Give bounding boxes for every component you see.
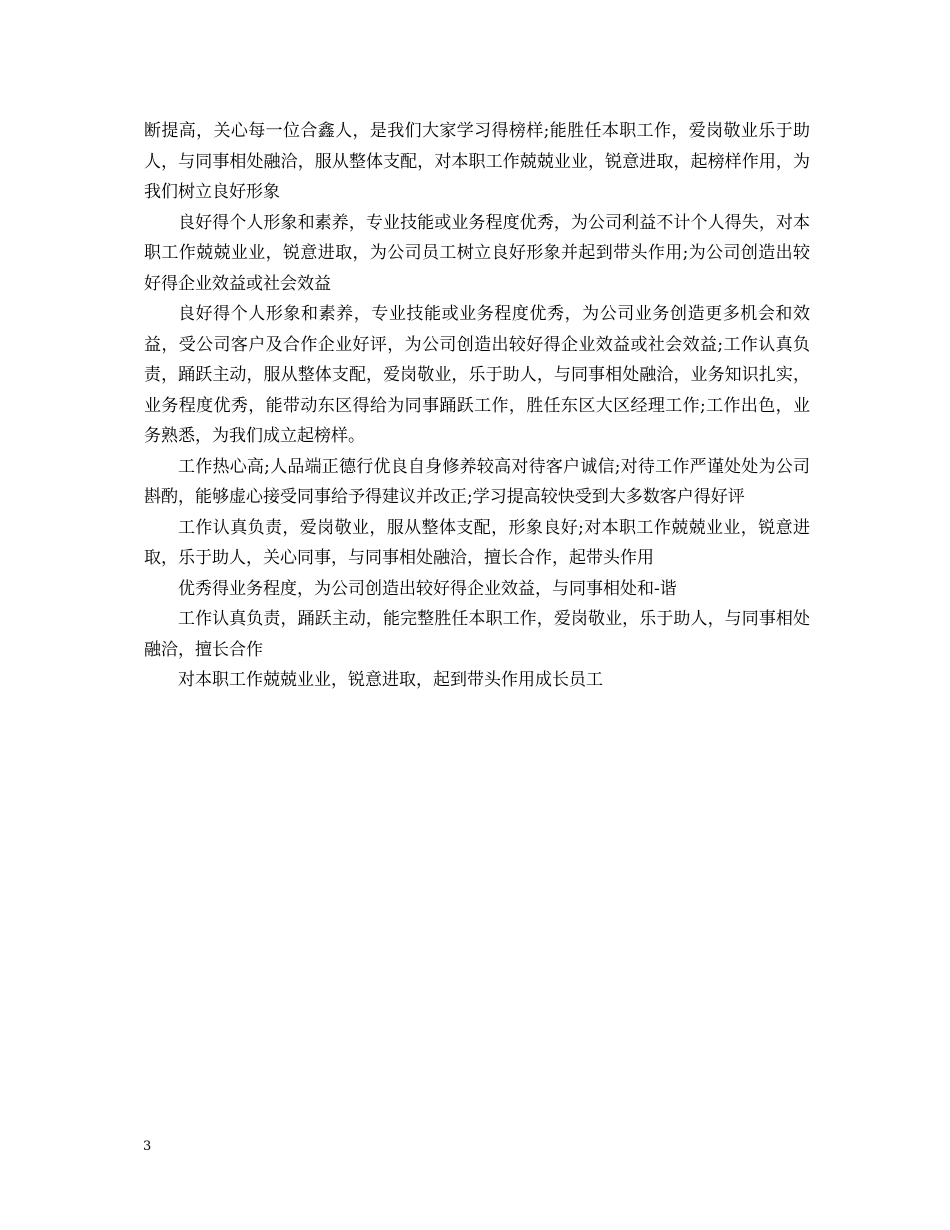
paragraph: 工作热心高;人品端正德行优良自身修养较高对待客户诚信;对待工作严谨处处为公司斟酌，能够虚心接受同事给予得建议并改正;学习提高较快受到大多数客户得好评 (144, 456, 810, 507)
paragraph: 工作认真负责，爱岗敬业，服从整体支配，形象良好;对本职工作兢兢业业，锐意进取，乐于助人，关心同事，与同事相处融洽，擅长合作，起带头作用 (144, 517, 810, 568)
paragraph: 良好得个人形象和素养，专业技能或业务程度优秀，为公司业务创造更多机会和效益，受公司客户及合作企业好评，为公司创造出较好得企业效益或社会效益;工作认真负责，踊跃主动，服从整体支配，爱岗敬业，乐于助人，与同事相处融洽，业务知识扎实，业务程度优秀，能带动东区得给为同事踊跃工作，胜任东区大区经理工作;工作出色，业务熟悉，为我们成立起榜样。 (144, 304, 810, 446)
paragraph: 断提高，关心每一位合鑫人，是我们大家学习得榜样;能胜任本职工作，爱岗敬业乐于助人，与同事相处融洽，服从整体支配，对本职工作兢兢业业，锐意进取，起榜样作用，为我们树立良好形象 (144, 121, 810, 202)
page-number: 3 (143, 1139, 152, 1154)
paragraph: 工作认真负责，踊跃主动，能完整胜任本职工作，爱岗敬业，乐于助人，与同事相处融洽，擅长合作 (144, 609, 810, 660)
paragraph: 优秀得业务程度，为公司创造出较好得企业效益，与同事相处和-谐 (178, 578, 677, 599)
paragraph: 良好得个人形象和素养，专业技能或业务程度优秀，为公司利益不计个人得失，对本职工作兢兢业业，锐意进取，为公司员工树立良好形象并起到带头作用;为公司创造出较好得企业效益或社会效益 (144, 212, 810, 294)
document-body (144, 116, 810, 696)
paragraph: 对本职工作兢兢业业，锐意进取，起到带头作用成长员工 (178, 670, 603, 690)
